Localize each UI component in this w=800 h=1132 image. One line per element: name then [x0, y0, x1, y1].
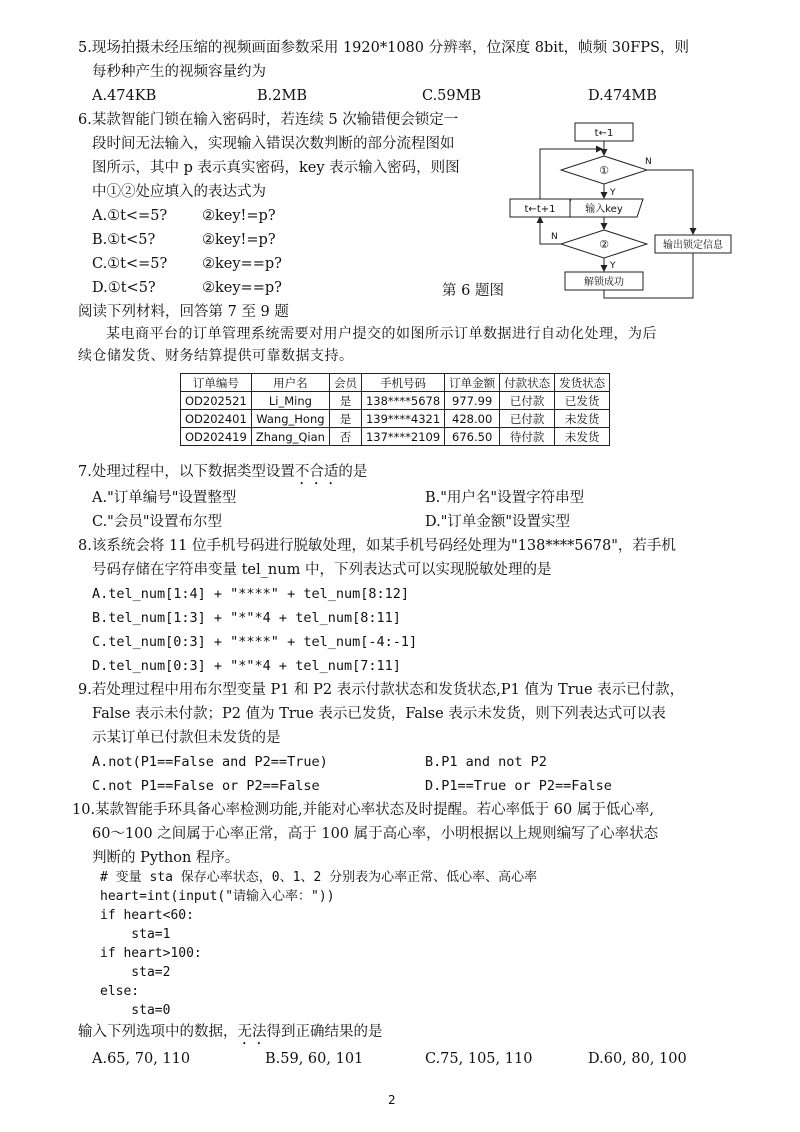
- table-cell: 待付款: [500, 428, 555, 446]
- q10-question-pre: 输入下列选项中的数据，: [78, 1024, 238, 1040]
- q10-question-post: 得到正确结果的是: [266, 1024, 383, 1040]
- q7-option-b: B."用户名"设置字符串型: [425, 490, 585, 506]
- q10-question-emphasis: 无法: [237, 1024, 267, 1040]
- material-line1: 某电商平台的订单管理系统需要对用户提交的如图所示订单数据进行自动化处理，为后: [106, 326, 657, 342]
- q8-stem-line2: 号码存储在字符串变量 tel_num 中，下列表达式可以实现脱敏处理的是: [92, 562, 552, 578]
- table-row: [181, 392, 610, 410]
- table-cell: Wang_Hong: [251, 410, 329, 428]
- q6-option-d-2: ②key==p?: [202, 280, 282, 296]
- table-cell: OD202401: [181, 410, 252, 428]
- table-cell: 138****5678: [361, 392, 444, 410]
- q10-stem-line3: 判断的 Python 程序。: [92, 850, 240, 866]
- flow-cond2-yes: Y: [610, 261, 616, 271]
- flow-cond2-text: ②: [599, 238, 609, 251]
- table-cell: 676.50: [445, 428, 500, 446]
- q10-code-line4: sta=1: [100, 927, 171, 942]
- table-cell: 是: [329, 392, 361, 410]
- flow-init-text: t←1: [594, 128, 614, 139]
- col-pay-status: 付款状态: [500, 374, 555, 392]
- q5-option-c: C.59MB: [422, 88, 482, 104]
- col-order-id: 订单编号: [181, 374, 252, 392]
- q10-question: [78, 1022, 383, 1048]
- q9-option-d: D.P1==True or P2==False: [425, 778, 612, 794]
- q9-option-b: B.P1 and not P2: [425, 754, 547, 770]
- q6-option-d-1: D.①t<5?: [92, 280, 156, 296]
- q6-option-a-2: ②key!=p?: [202, 208, 276, 224]
- q6-stem-line3: 图所示，其中 p 表示真实密码，key 表示输入密码，则图: [92, 160, 460, 176]
- col-username: 用户名: [251, 374, 329, 392]
- flow-cond2-no: N: [551, 232, 558, 242]
- q7-stem: [78, 462, 367, 488]
- q9-stem-line2: False 表示未付款；P2 值为 True 表示已发货，False 表示未发货，则下列表达式可以表: [92, 706, 666, 722]
- flow-lock-text: 输出锁定信息: [663, 240, 723, 251]
- q7-option-c: C."会员"设置布尔型: [92, 514, 223, 530]
- flow-cond1-yes: Y: [610, 188, 616, 198]
- table-cell: 未发货: [555, 410, 610, 428]
- q9-option-c: C.not P1==False or P2==False: [92, 778, 320, 794]
- table-cell: 977.99: [445, 392, 500, 410]
- q6-stem-line2: 段时间无法输入，实现输入错误次数判断的部分流程图如: [92, 136, 455, 152]
- q5-stem-line1: 5.现场拍摄未经压缩的视频画面参数采用 1920*1080 分辨率，位深度 8bit，帧频 30FPS，则: [78, 40, 689, 56]
- q10-code-line5: if heart>100:: [100, 946, 202, 961]
- q8-option-b: B.tel_num[1:3] + "*"*4 + tel_num[8:11]: [92, 610, 401, 626]
- q6-option-a-1: A.①t<=5?: [92, 208, 168, 224]
- q10-option-b: B.59, 60, 101: [265, 1051, 364, 1067]
- q10-option-d: D.60, 80, 100: [588, 1051, 687, 1067]
- q5-stem-line2: 每秒种产生的视频容量约为: [92, 64, 266, 80]
- q7-stem-post: 的是: [338, 464, 368, 480]
- q10-code-line1: # 变量 sta 保存心率状态，0、1、2 分别表为心率正常、低心率、高心率: [100, 870, 538, 885]
- q10-stem-line1: 10.某款智能手环具备心率检测功能,并能对心率状态及时提醒。若心率低于 60 属于低心率,: [72, 802, 654, 818]
- q7-option-a: A."订单编号"设置整型: [92, 490, 237, 506]
- q10-code-line3: if heart<60:: [100, 908, 194, 923]
- flow-increment-text: t←t+1: [524, 204, 556, 215]
- material-line2: 续仓储发货、财务结算提供可靠数据支持。: [78, 348, 354, 364]
- q9-stem-line1: 9.若处理过程中用布尔型变量 P1 和 P2 表示付款状态和发货状态,P1 值为 True 表示已付款，: [78, 682, 685, 698]
- table-cell: OD202521: [181, 392, 252, 410]
- q9-stem-line3: 示某订单已付款但未发货的是: [92, 730, 281, 746]
- col-ship-status: 发货状态: [555, 374, 610, 392]
- q10-code-line8: sta=0: [100, 1003, 171, 1018]
- q10-option-c: C.75, 105, 110: [425, 1051, 533, 1067]
- material-intro: 阅读下列材料，回答第 7 至 9 题: [78, 304, 289, 320]
- q8-option-a: A.tel_num[1:4] + "****" + tel_num[8:12]: [92, 586, 409, 602]
- table-cell: OD202419: [181, 428, 252, 446]
- q6-stem-line4: 中①②处应填入的表达式为: [92, 184, 266, 200]
- table-cell: 是: [329, 410, 361, 428]
- q10-code-line7: else:: [100, 984, 140, 999]
- page-number: 2: [388, 1093, 396, 1107]
- q9-option-a: A.not(P1==False and P2==True): [92, 754, 328, 770]
- orders-header-row: [181, 374, 610, 392]
- q10-stem-line2: 60～100 之间属于心率正常，高于 100 属于高心率，小明根据以上规则编写了心率状态: [92, 826, 659, 842]
- q8-option-d: D.tel_num[0:3] + "*"*4 + tel_num[7:11]: [92, 658, 401, 674]
- table-cell: 否: [329, 428, 361, 446]
- q6-option-b-1: B.①t<5?: [92, 232, 156, 248]
- table-cell: 未发货: [555, 428, 610, 446]
- q7-stem-pre: 7.处理过程中，以下数据类型设置: [78, 464, 295, 480]
- col-phone: 手机号码: [361, 374, 444, 392]
- q6-flowchart: [505, 118, 755, 303]
- table-row: [181, 410, 610, 428]
- q10-code-line2: heart=int(input("请输入心率：")): [100, 889, 335, 904]
- q8-stem-line1: 8.该系统会将 11 位手机号码进行脱敏处理，如某手机号码经处理为"138****5678"，若手机: [78, 538, 676, 554]
- col-amount: 订单金额: [445, 374, 500, 392]
- flow-cond1-text: ①: [599, 164, 609, 177]
- table-row: [181, 428, 610, 446]
- q8-option-c: C.tel_num[0:3] + "****" + tel_num[-4:-1]: [92, 634, 418, 650]
- q7-option-d: D."订单金额"设置实型: [425, 514, 571, 530]
- table-cell: 428.00: [445, 410, 500, 428]
- flow-unlock-text: 解锁成功: [584, 277, 624, 288]
- table-cell: Li_Ming: [251, 392, 329, 410]
- q6-option-b-2: ②key!=p?: [202, 232, 276, 248]
- q6-stem-line1: 6.某款智能门锁在输入密码时，若连续 5 次输错便会锁定一: [78, 112, 459, 128]
- table-cell: 已发货: [555, 392, 610, 410]
- q10-option-a: A.65, 70, 110: [92, 1051, 191, 1067]
- table-cell: Zhang_Qian: [251, 428, 329, 446]
- q6-option-c-1: C.①t<=5?: [92, 256, 168, 272]
- orders-table: [180, 373, 610, 446]
- col-member: 会员: [329, 374, 361, 392]
- table-cell: 137****2109: [361, 428, 444, 446]
- q5-option-b: B.2MB: [257, 88, 307, 104]
- q7-stem-emphasis: 不合适: [294, 464, 339, 480]
- q5-option-a: A.474KB: [92, 88, 157, 104]
- flow-cond1-no: N: [645, 157, 652, 167]
- flow-input-text: 输入key: [585, 204, 623, 215]
- table-cell: 已付款: [500, 410, 555, 428]
- q6-option-c-2: ②key==p?: [202, 256, 282, 272]
- q5-option-d: D.474MB: [588, 88, 657, 104]
- q6-figure-caption: 第 6 题图: [442, 283, 504, 299]
- table-cell: 139****4321: [361, 410, 444, 428]
- table-cell: 已付款: [500, 392, 555, 410]
- q10-code-line6: sta=2: [100, 965, 171, 980]
